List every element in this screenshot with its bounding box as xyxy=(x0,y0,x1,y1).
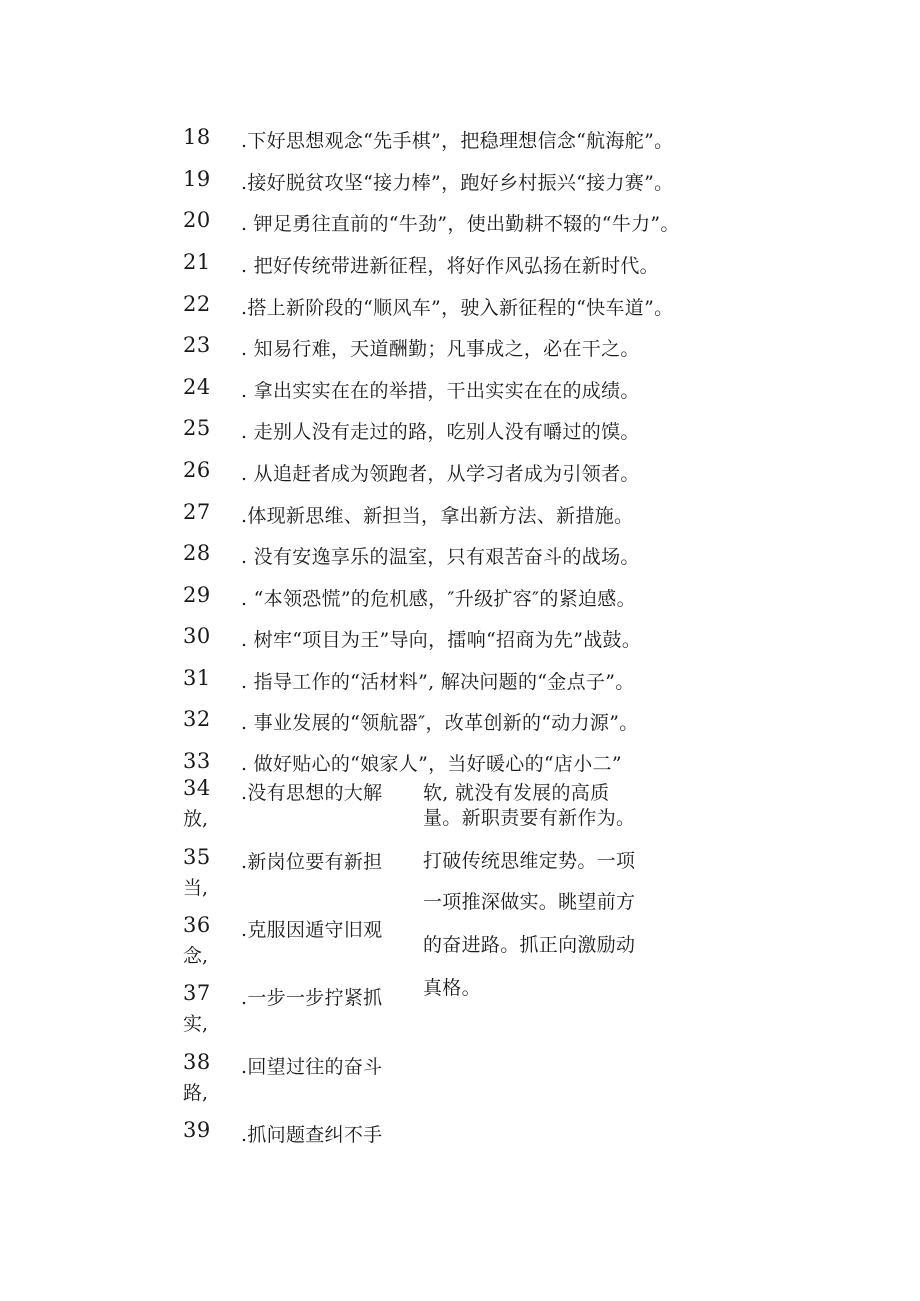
line-number: 34 xyxy=(183,776,211,800)
line-number: 28 xyxy=(183,541,211,565)
line-text: . 走别人没有走过的路，吃别人没有嚼过的馍。 xyxy=(241,421,640,443)
line-text: .搭上新阶段的“顺风车”，驶入新征程的“快车道”。 xyxy=(241,297,674,319)
line-continuation: 实, xyxy=(183,1013,209,1035)
line-number: 24 xyxy=(183,375,211,399)
line-number: 19 xyxy=(183,167,211,191)
line-text: . 做好贴心的“娘家人”，当好暖心的“店小二” xyxy=(241,753,622,775)
line-number: 29 xyxy=(183,583,211,607)
line-continuation: 路, xyxy=(183,1082,209,1104)
line-number: 23 xyxy=(183,333,211,357)
line-number: 35 xyxy=(183,845,211,869)
line-number: 26 xyxy=(183,458,211,482)
line-text: . 拿出实实在在的举措，干出实实在在的成绩。 xyxy=(241,380,640,402)
line-text: .没有思想的大解 xyxy=(241,782,383,804)
line-continuation: 当, xyxy=(183,877,209,899)
line-continuation: 念, xyxy=(183,945,209,967)
line-continuation: 放, xyxy=(183,808,209,830)
line-number: 30 xyxy=(183,624,211,648)
line-text: . 树牢“项目为王”导向，擂响“招商为先”战鼓。 xyxy=(241,629,642,651)
line-number: 27 xyxy=(183,500,211,524)
line-number: 38 xyxy=(183,1050,211,1074)
line-number: 20 xyxy=(183,208,211,232)
line-text: . 没有安逸享乐的温室，只有艰苦奋斗的战场。 xyxy=(241,546,640,568)
right-column-line: 的奋进路。抓正向激励动 xyxy=(423,934,636,956)
line-text: . 事业发展的“领航器″，改革创新的“动力源”。 xyxy=(241,712,639,734)
right-column-line: 量。新职责要有新作为。 xyxy=(423,807,636,829)
line-number: 39 xyxy=(183,1118,211,1142)
right-column-line: 一项推深做实。眺望前方 xyxy=(423,891,636,913)
line-text: .克服因遁守旧观 xyxy=(241,919,383,941)
line-number: 21 xyxy=(183,250,211,274)
line-number: 36 xyxy=(183,913,211,937)
line-text: .回望过往的奋斗 xyxy=(241,1056,383,1078)
line-text: .新岗位要有新担 xyxy=(241,851,383,873)
line-text: .抓问题查纠不手 xyxy=(241,1124,383,1146)
line-text: . 把好传统带进新征程，将好作风弘扬在新时代。 xyxy=(241,255,659,277)
line-text: . 知易行难，天道酬勤；凡事成之，必在干之。 xyxy=(241,338,640,360)
line-text: .下好思想观念“先手棋”，把稳理想信念“航海舵”。 xyxy=(241,130,674,152)
line-text: .一步一步拧紧抓 xyxy=(241,987,383,1009)
line-number: 25 xyxy=(183,416,211,440)
right-column-line: 真格。 xyxy=(423,977,481,999)
line-number: 31 xyxy=(183,666,211,690)
line-text: . 指导工作的“活材料”, 解决问题的“金点子”。 xyxy=(241,671,635,693)
line-number: 32 xyxy=(183,707,211,731)
line-text: .体现新思维、新担当，拿出新方法、新措施。 xyxy=(241,505,634,527)
line-number: 33 xyxy=(183,749,211,773)
right-column-line: 打破传统思维定势。一项 xyxy=(423,850,636,872)
right-column-line: 软, 就没有发展的高质 xyxy=(423,782,610,804)
line-number: 18 xyxy=(183,125,211,149)
line-text: . “本领恐慌”的危机感，″升级扩容″的紧迫感。 xyxy=(241,588,636,610)
line-number: 22 xyxy=(183,292,211,316)
line-text: .接好脱贫攻坚“接力棒”，跑好乡村振兴“接力赛”。 xyxy=(241,172,674,194)
line-number: 37 xyxy=(183,981,211,1005)
line-text: . 从追赶者成为领跑者，从学习者成为引领者。 xyxy=(241,463,640,485)
line-text: . 钾足勇往直前的“牛劲”，使出勤耕不辍的“牛力”。 xyxy=(241,213,680,235)
